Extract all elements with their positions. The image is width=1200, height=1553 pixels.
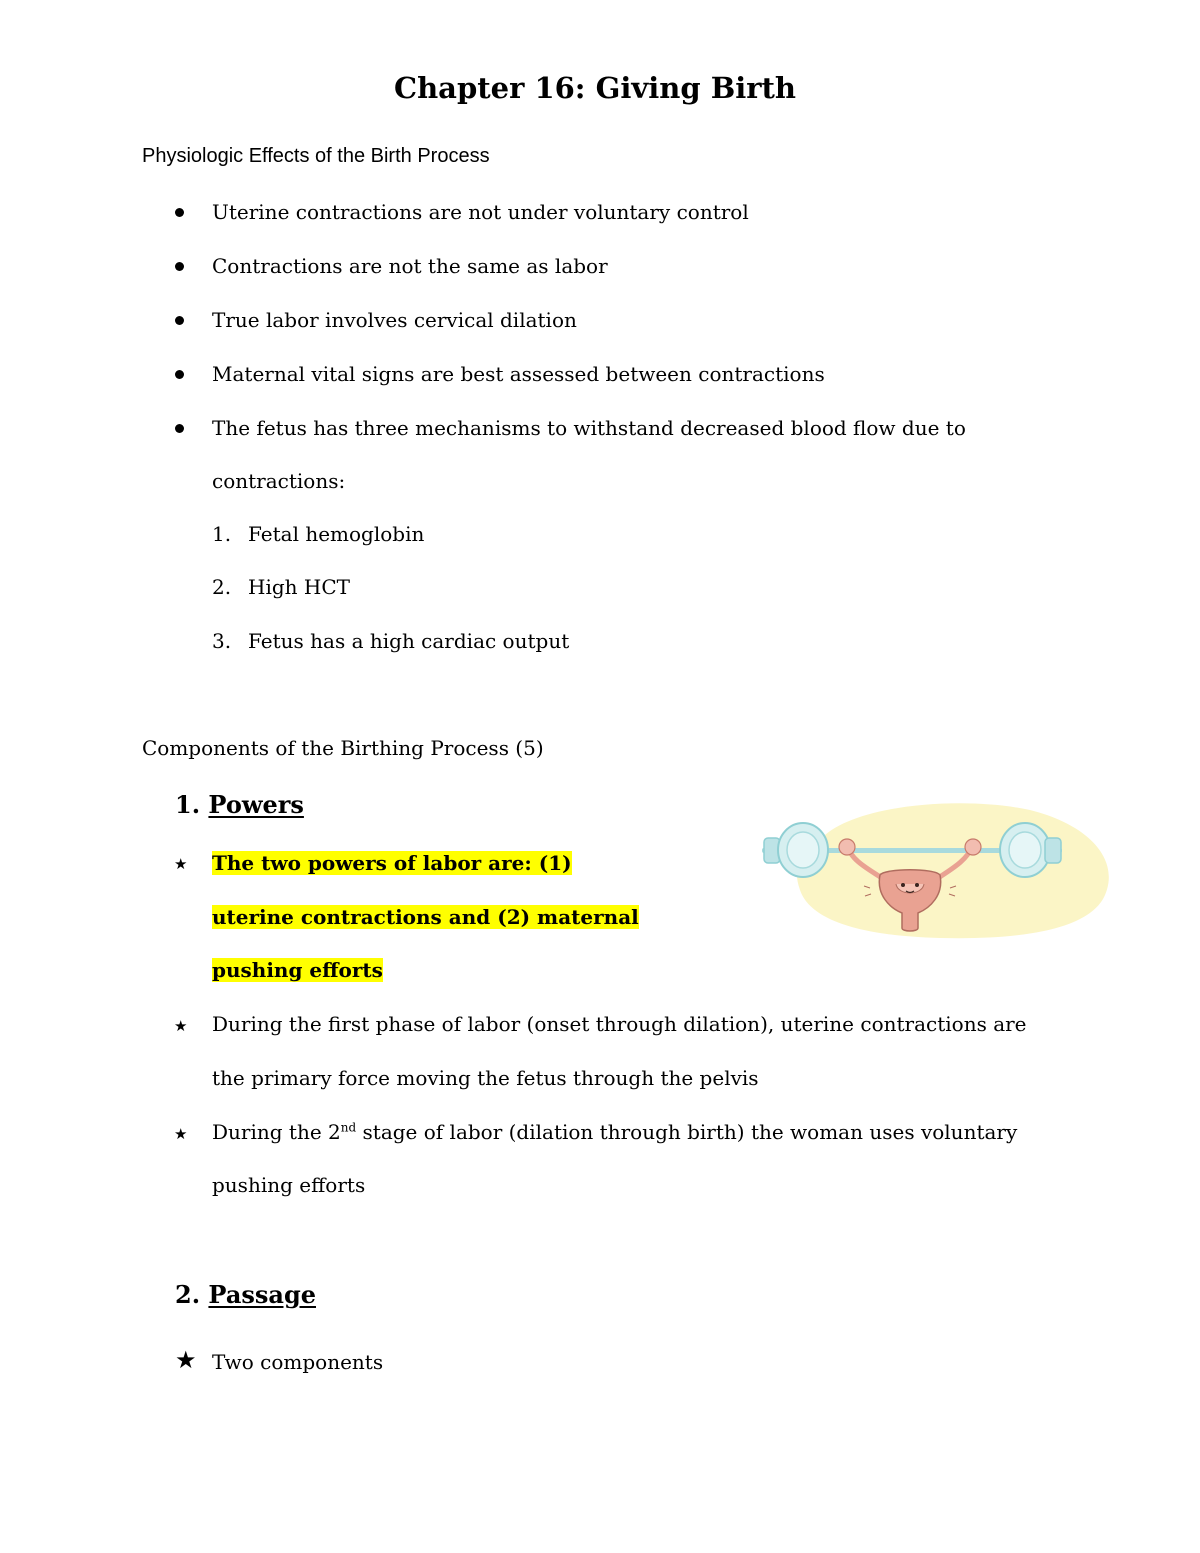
- subheading-number: 2.: [175, 1280, 201, 1309]
- list-number: 3.: [212, 629, 232, 653]
- subheading-label: Powers: [208, 790, 304, 819]
- numbered-item: High HCT: [248, 575, 350, 599]
- numbered-item: Fetal hemoglobin: [248, 522, 425, 546]
- section-heading-components: Components of the Birthing Process (5): [142, 736, 544, 760]
- highlight-text: The two powers of labor are: (1): [212, 851, 572, 875]
- star-item-text: During the 2: [212, 1120, 341, 1144]
- star-item-continuation: the primary force moving the fetus through the pelvis: [212, 1066, 759, 1090]
- star-icon: ★: [174, 1125, 188, 1143]
- highlight-text: pushing efforts: [212, 958, 383, 982]
- section-heading-physiologic-effects: Physiologic Effects of the Birth Process: [142, 145, 490, 167]
- bullet-dot: [175, 208, 184, 217]
- page-title: Chapter 16: Giving Birth: [393, 71, 796, 105]
- star-item: [212, 1118, 1017, 1146]
- star-item: Two components: [212, 1350, 384, 1374]
- star-icon: ★: [174, 855, 188, 873]
- uterus-lifting-barbell-icon: [700, 780, 1130, 955]
- star-icon: ★: [174, 1017, 188, 1035]
- highlighted-line: [212, 903, 639, 931]
- bullet-item: Uterine contractions are not under voluntary control: [212, 200, 749, 224]
- subheading-powers: [175, 789, 304, 821]
- superscript: nd: [340, 1120, 357, 1135]
- highlighted-line: [212, 956, 383, 984]
- bullet-item: Maternal vital signs are best assessed between contractions: [212, 362, 825, 386]
- subheading-label: Passage: [208, 1280, 316, 1309]
- bullet-item-continuation: contractions:: [212, 469, 346, 493]
- star-icon: ★: [175, 1346, 197, 1374]
- bullet-dot: [175, 424, 184, 433]
- star-item-text: stage of labor (dilation through birth) the woman uses voluntary: [356, 1120, 1018, 1144]
- highlighted-line: [212, 849, 572, 877]
- bullet-item: The fetus has three mechanisms to withstand decreased blood flow due to: [212, 416, 966, 440]
- numbered-item: Fetus has a high cardiac output: [248, 629, 570, 653]
- subheading-passage: [175, 1279, 316, 1311]
- bullet-dot: [175, 262, 184, 271]
- list-number: 1.: [212, 522, 232, 546]
- list-number: 2.: [212, 575, 232, 599]
- star-item-continuation: pushing efforts: [212, 1173, 366, 1197]
- bullet-item: Contractions are not the same as labor: [212, 254, 608, 278]
- subheading-number: 1.: [175, 790, 201, 819]
- bullet-dot: [175, 316, 184, 325]
- star-item: During the first phase of labor (onset through dilation), uterine contractions are: [212, 1012, 1027, 1036]
- highlight-text: uterine contractions and (2) maternal: [212, 905, 639, 929]
- bullet-dot: [175, 370, 184, 379]
- bullet-item: True labor involves cervical dilation: [212, 308, 577, 332]
